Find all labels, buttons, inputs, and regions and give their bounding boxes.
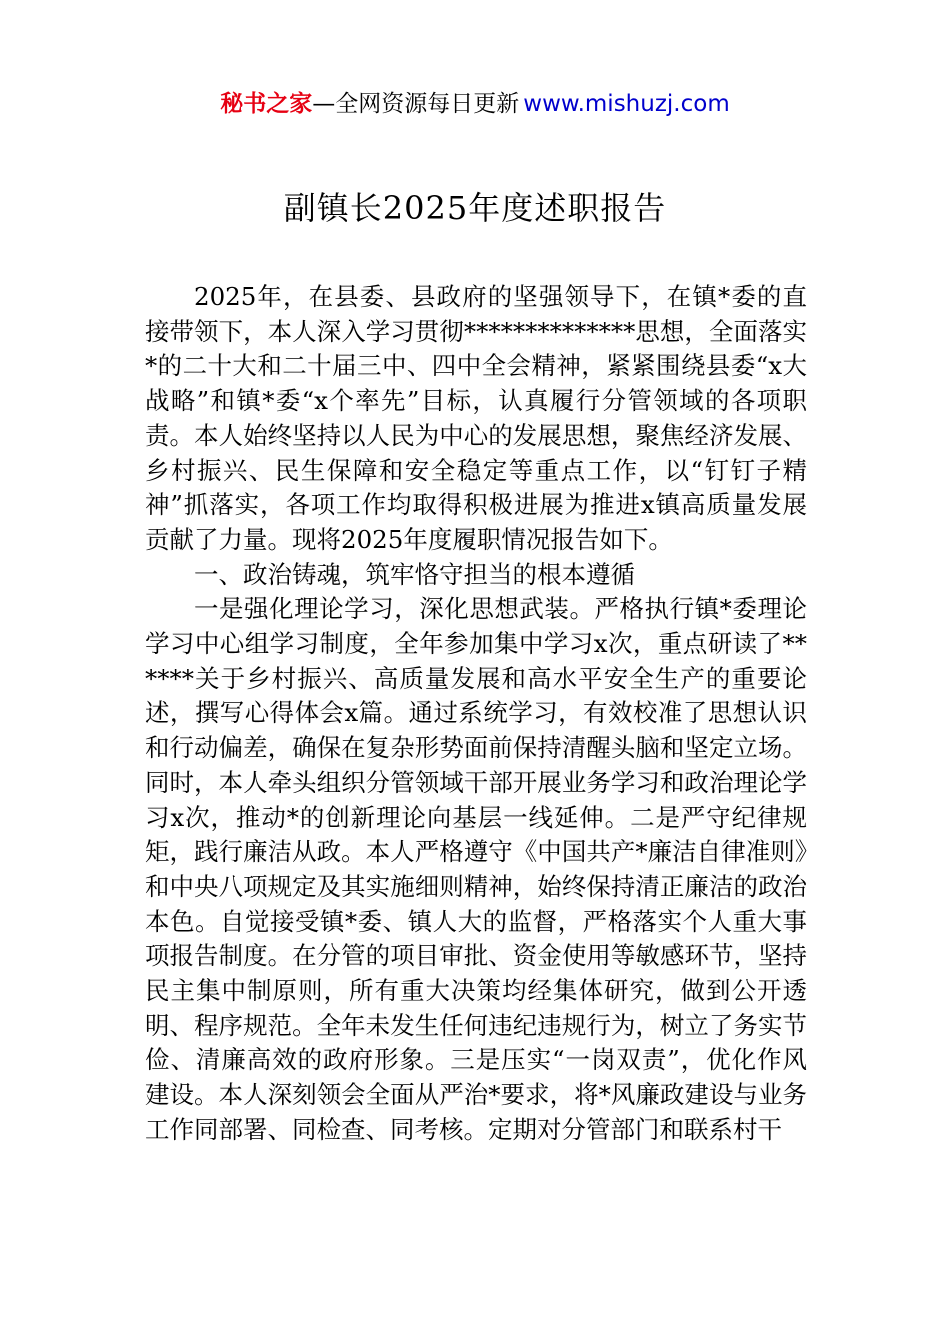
site-brand: 秘书之家 [220,91,313,117]
site-url-link[interactable]: www.mishuzj.com [523,91,730,117]
section-heading: 一、政治铸魂，筑牢恪守担当的根本遵循 [194,559,635,589]
body-paragraph: 一是强化理论学习，深化思想武装。严格执行镇*委理论学习中心组学习制度，全年参加集中学习x次，重点研读了******关于乡村振兴、高质量发展和高水平安全生产的重要论述，撰写心得体会x篇。通过系统学习，有效校准了思想认识和行动偏差，确保在复杂形势面前保持清醒头脑和坚定立场。同时，本人牵头组织分管领域干部开展业务学习和政治理论学习x次，推动*的创新理论向基层一线延伸。二是严守纪律规矩，践行廉洁从政。本人严格遵守《中国共产*廉洁自律准则》和中央八项规定及其实施细则精神，始终保持清正廉洁的政治本色。自觉接受镇*委、镇人大的监督，严格落实个人重大事项报告制度。在分管的项目审批、资金使用等敏感环节，坚持民主集中制原则，所有重大决策均经集体研究，做到公开透明、程序规范。全年未发生任何违纪违规行为，树立了务实节俭、清廉高效的政府形象。三是压实“一岗双责”，优化作风建设。本人深刻领会全面从严治*要求，将*风廉政建设与业务工作同部署、同检查、同考核。定期对分管部门和联系村干 [145,594,807,1144]
document-title: 副镇长2025年度述职报告 [283,189,667,227]
site-header [0,88,950,120]
site-slogan: —全网资源每日更新 [312,91,520,117]
intro-paragraph: 2025年，在县委、县政府的坚强领导下，在镇*委的直接带领下，本人深入学习贯彻**************思想，全面落实*的二十大和二十届三中、四中全会精神，紧紧围绕县委“x大战略”和镇*委“x个率先”目标，认真履行分管领域的各项职责。本人始终坚持以人民为中心的发展思想，聚焦经济发展、乡村振兴、民生保障和安全稳定等重点工作，以“钉钉子精神”抓落实，各项工作均取得积极进展为推进x镇高质量发展贡献了力量。现将2025年度履职情况报告如下。 [145,282,807,554]
document-body [145,280,807,1148]
